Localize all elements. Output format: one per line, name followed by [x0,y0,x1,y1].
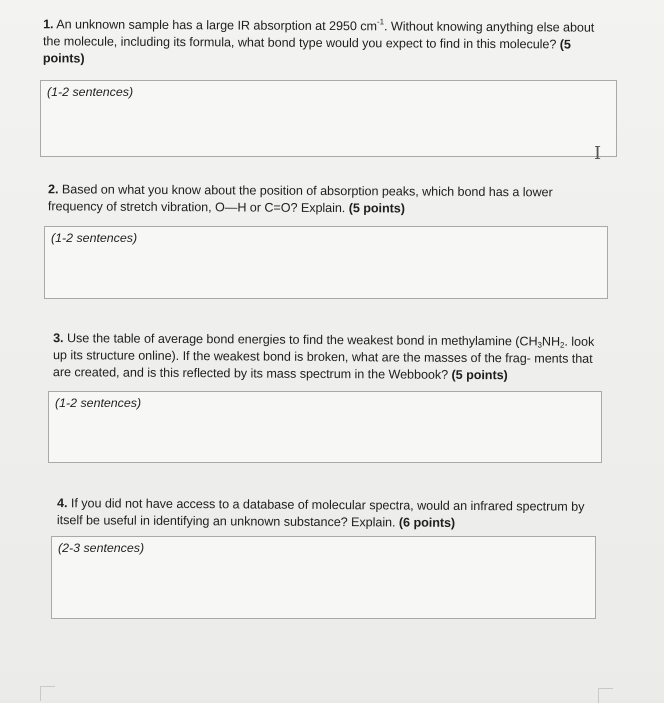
page-corner-mark-right [598,688,613,703]
question-4-text: 4. If you did not have access to a database of molecular spectra, would an infrared spectrum by itself be useful in identifying an unknown substance? Explain. (6 points) [56,496,585,530]
question-3-text: 3. Use the table of average bond energies to find the weakest bond in methylamine ($CH_3NH_2$. look up its structure online). If the weakest bond is broken, what are the masses of the frag- ments that are created, and is this reflected by its mass spectrum in the Webbook? (5 points) [52,331,595,383]
question-2-text: 2. Based on what you know about the position of absorption peaks, which bond has a lower frequency of stretch vibration, O—H or C=O? Explain. (5 points) [47,182,553,216]
answer-hint-4: (2-3 sentences) [58,541,145,555]
answer-hint-1: (1-2 sentences) [47,85,134,99]
page-corner-mark-left [40,686,55,701]
answer-hint-3: (1-2 sentences) [55,396,142,410]
question-1-text: 1. An unknown sample has a large IR absorption at 2950 $cm^{-1}$. Without knowing anything else about the molecule, including its formula, what bond type would you expect to find in this molecule? (5 points) [42,17,595,66]
text-cursor-icon: I [594,143,602,164]
answer-box-2[interactable] [44,226,608,299]
answer-box-1[interactable] [40,80,617,164]
answer-box-4[interactable] [51,536,596,619]
answer-hint-2: (1-2 sentences) [51,231,138,245]
answer-box-3[interactable] [48,391,602,463]
